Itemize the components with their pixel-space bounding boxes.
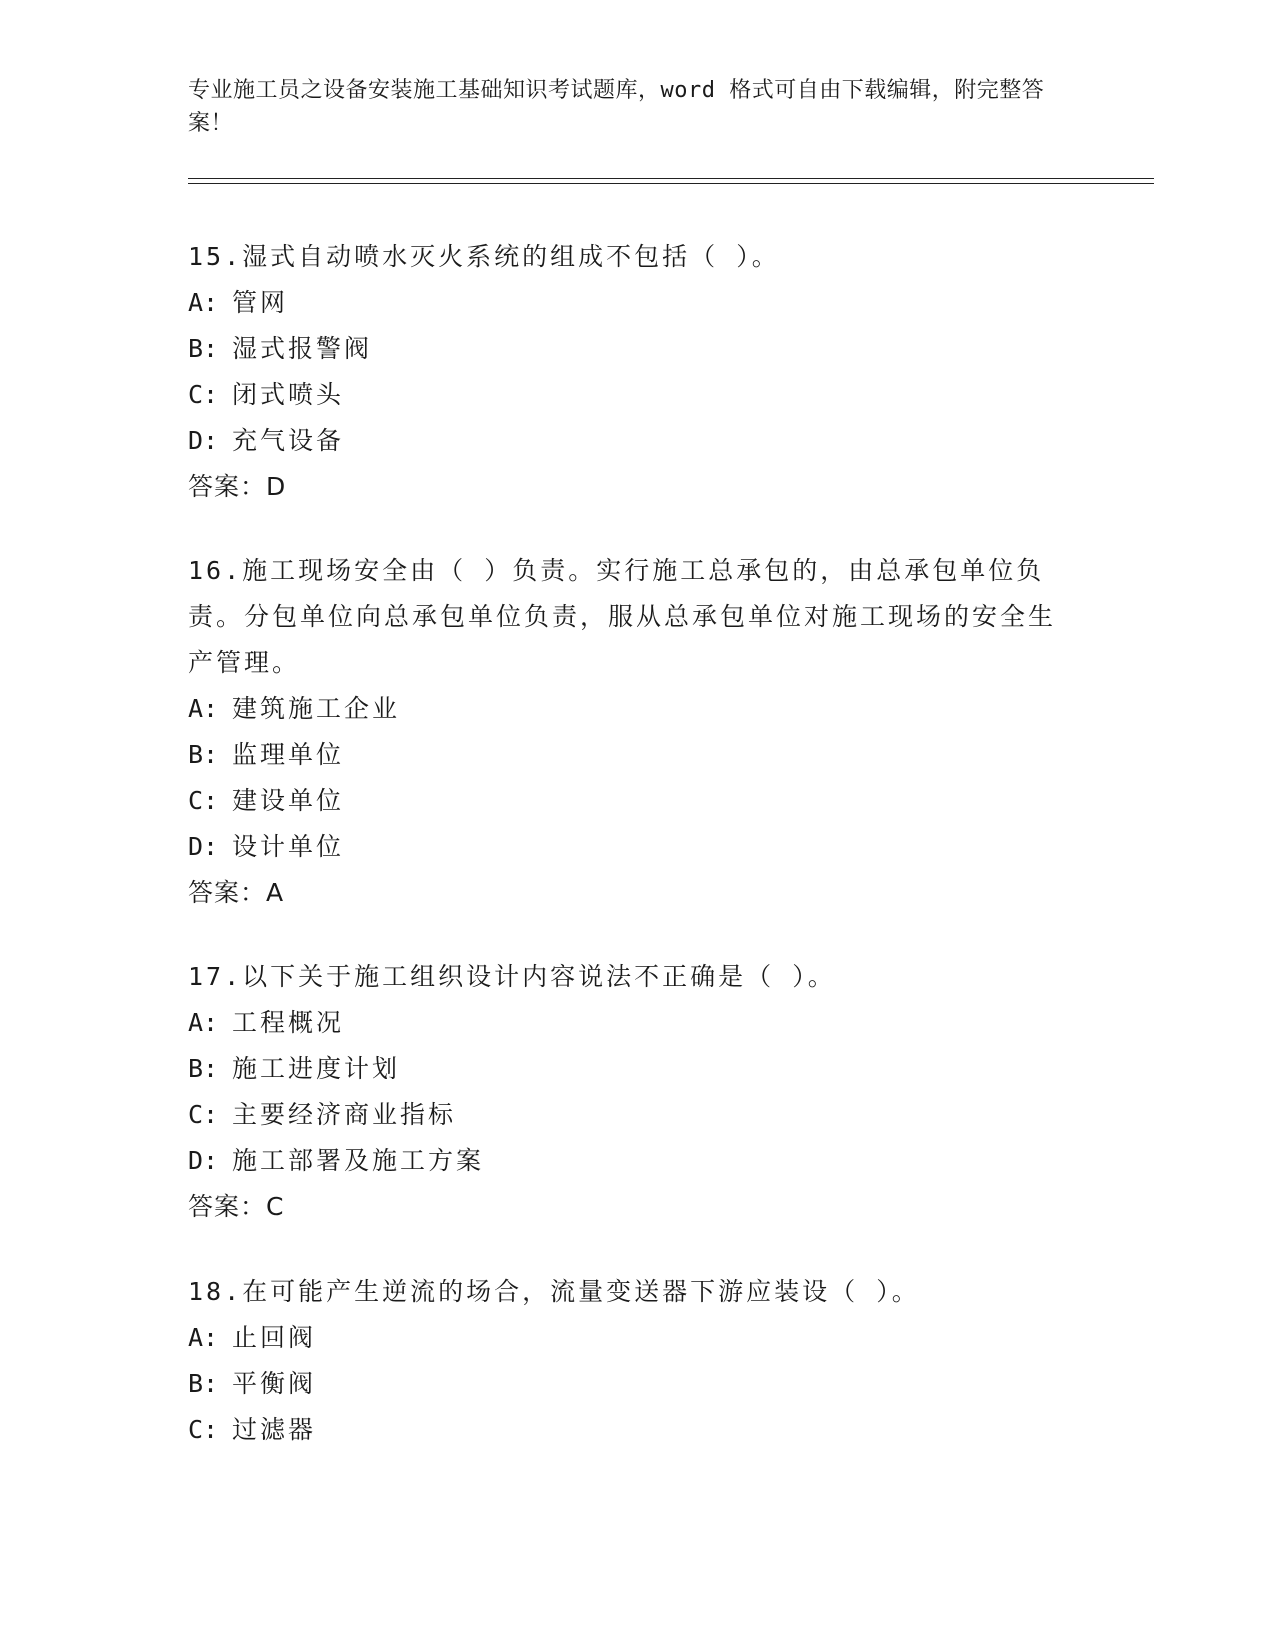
option-c	[188, 1092, 1068, 1138]
option-text: 闭式喷头	[232, 380, 345, 409]
option-c	[188, 1407, 1068, 1453]
option-b	[188, 326, 1068, 372]
option-d	[188, 1138, 1068, 1184]
document-header: 专业施工员之设备安装施工基础知识考试题库，word 格式可自由下载编辑，附完整答案！	[188, 78, 1045, 136]
question-stem: 16.施工现场安全由（ ）负责。实行施工总承包的，由总承包单位负责。分包单位向总承包单位负责，服从总承包单位对施工现场的安全生产管理。	[188, 556, 1057, 677]
question-stem: 17.以下关于施工组织设计内容说法不正确是（ ）。	[188, 962, 836, 991]
option-text: 工程概况	[232, 1008, 345, 1037]
option-letter: B:	[188, 1369, 219, 1398]
question-stem: 15.湿式自动喷水灭火系统的组成不包括（ ）。	[188, 242, 780, 271]
question-18	[188, 1269, 1068, 1453]
question-stem: 18.在可能产生逆流的场合，流量变送器下游应装设（ ）。	[188, 1277, 920, 1306]
option-text: 充气设备	[232, 426, 345, 455]
option-letter: D:	[188, 832, 219, 861]
answer-line: 答案：D	[188, 472, 287, 501]
option-c	[188, 778, 1068, 824]
question-16	[188, 548, 1068, 916]
option-letter: C:	[188, 786, 219, 815]
answer-line: 答案：A	[188, 878, 285, 907]
option-text: 建筑施工企业	[232, 694, 401, 723]
header-divider-bottom	[188, 183, 1154, 184]
option-text: 湿式报警阀	[232, 334, 373, 363]
option-text: 主要经济商业指标	[232, 1100, 457, 1129]
question-17	[188, 954, 1068, 1230]
option-text: 止回阀	[232, 1323, 317, 1352]
option-letter: B:	[188, 740, 219, 769]
option-a	[188, 280, 1068, 326]
option-c	[188, 372, 1068, 418]
answer-line: 答案：C	[188, 1192, 285, 1221]
option-text: 管网	[232, 288, 289, 317]
option-letter: D:	[188, 426, 219, 455]
question-15	[188, 234, 1068, 510]
option-d	[188, 824, 1068, 870]
option-letter: B:	[188, 334, 219, 363]
option-a	[188, 1000, 1068, 1046]
option-b	[188, 732, 1068, 778]
option-text: 设计单位	[232, 832, 345, 861]
option-text: 平衡阀	[232, 1369, 317, 1398]
option-letter: B:	[188, 1054, 219, 1083]
option-letter: A:	[188, 288, 219, 317]
option-letter: A:	[188, 694, 219, 723]
option-a	[188, 686, 1068, 732]
option-a	[188, 1315, 1068, 1361]
option-letter: A:	[188, 1008, 219, 1037]
option-d	[188, 418, 1068, 464]
option-text: 过滤器	[232, 1415, 317, 1444]
option-b	[188, 1361, 1068, 1407]
header-divider-top	[188, 178, 1154, 179]
option-letter: A:	[188, 1323, 219, 1352]
option-letter: C:	[188, 1100, 219, 1129]
option-letter: C:	[188, 380, 219, 409]
option-text: 监理单位	[232, 740, 345, 769]
option-letter: D:	[188, 1146, 219, 1175]
option-letter: C:	[188, 1415, 219, 1444]
option-text: 建设单位	[232, 786, 345, 815]
option-text: 施工进度计划	[232, 1054, 401, 1083]
option-b	[188, 1046, 1068, 1092]
option-text: 施工部署及施工方案	[232, 1146, 485, 1175]
